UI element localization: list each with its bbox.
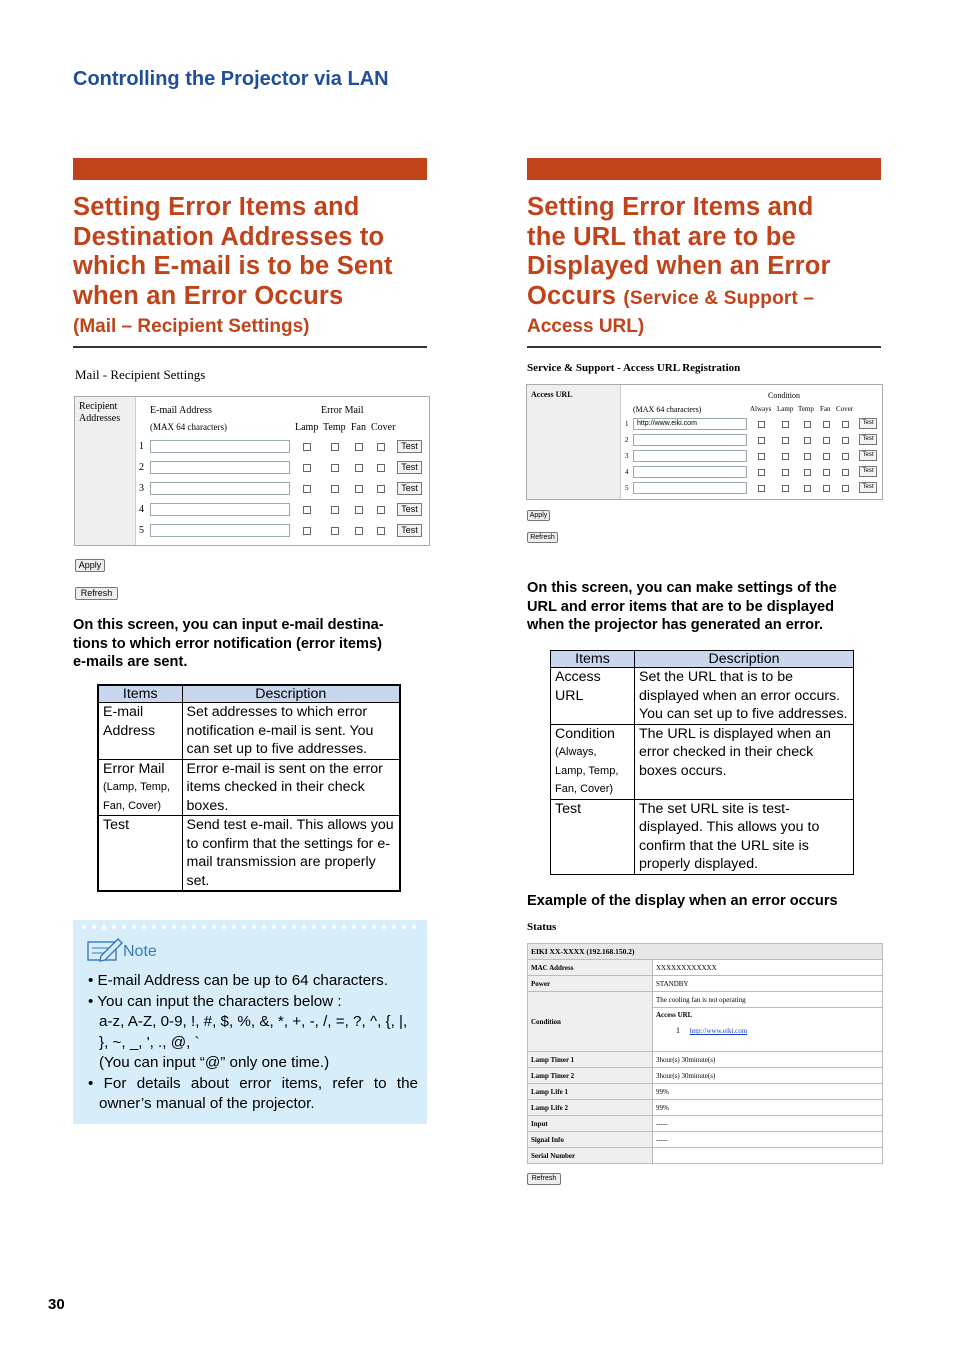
row-number: 4 (139, 504, 144, 515)
left-heading (73, 193, 433, 311)
temp-checkbox[interactable] (804, 421, 811, 428)
table-row (528, 960, 883, 976)
status-value: The cooling fan is not operating (653, 992, 883, 1008)
description-header: Description (182, 685, 400, 703)
table-row (528, 1148, 883, 1164)
apply-button[interactable]: Apply (527, 510, 550, 521)
description-cell: The URL is displayed when an error checked in their check boxes occurs. (635, 724, 854, 799)
lamp-checkbox[interactable] (782, 437, 789, 444)
table-row (98, 703, 400, 760)
row-number: 3 (139, 483, 144, 494)
note-title: Note (123, 943, 157, 960)
left-intro-text (73, 616, 429, 672)
note-item: (You can input “@” only one time.) (99, 1054, 330, 1071)
row-number: 1 (139, 441, 144, 452)
status-table (527, 943, 883, 1164)
fan-checkbox[interactable] (823, 485, 830, 492)
temp-checkbox[interactable] (804, 485, 811, 492)
status-value: ----- (653, 1116, 883, 1132)
lamp-checkbox[interactable] (303, 464, 311, 472)
email-input[interactable] (150, 461, 290, 474)
email-input[interactable] (150, 503, 290, 516)
access-url-panel (526, 384, 883, 500)
status-key: Lamp Timer 1 (528, 1052, 653, 1068)
cover-checkbox[interactable] (377, 506, 385, 514)
temp-col: Temp (798, 405, 814, 413)
item-cell (98, 703, 182, 760)
status-value: XXXXXXXXXXXX (653, 960, 883, 976)
status-value: 3hour(s) 30minute(s) (653, 1052, 883, 1068)
note-item: • For details about error items, refer to the owner’s manual of the projector. (88, 1074, 418, 1112)
table-row (528, 1100, 883, 1116)
access-url-label: Access URL (656, 1011, 693, 1019)
access-url-index: 1 (676, 1026, 680, 1035)
note-dotted-border (79, 924, 421, 930)
lamp-checkbox[interactable] (782, 453, 789, 460)
table-row (528, 1084, 883, 1100)
row-number: 2 (139, 462, 144, 473)
max-chars-note: (MAX 64 characters) (633, 405, 702, 414)
table-row (98, 816, 400, 892)
lamp-col: Lamp (777, 405, 794, 413)
access-url-label: Access URL (527, 385, 621, 499)
item-name: Test (555, 800, 582, 817)
test-button[interactable]: Test (859, 466, 877, 477)
temp-checkbox[interactable] (331, 443, 339, 451)
items-header: Items (98, 685, 182, 703)
always-checkbox[interactable] (758, 453, 765, 460)
table-row (528, 1116, 883, 1132)
right-description-table (550, 650, 854, 875)
test-button[interactable]: Test (397, 440, 422, 453)
note-item: a-z, A-Z, 0-9, !, #, $, %, &, *, +, -, /, =, ?, ^, {, |, }, ~, _, ', ., @, ` (99, 1013, 408, 1051)
always-checkbox[interactable] (758, 485, 765, 492)
cover-checkbox[interactable] (842, 485, 849, 492)
test-button[interactable]: Test (397, 503, 422, 516)
temp-checkbox[interactable] (331, 464, 339, 472)
description-cell: Set the URL that is to be displayed when an error occurs. You can set up to five addresses. (635, 668, 854, 725)
status-caption: Status (527, 921, 557, 933)
access-url-link[interactable]: http://www.eiki.com (689, 1027, 748, 1035)
status-key: MAC Address (528, 960, 653, 976)
cover-checkbox[interactable] (842, 437, 849, 444)
table-row (528, 992, 883, 1008)
test-button[interactable]: Test (859, 418, 877, 429)
fan-checkbox[interactable] (823, 453, 830, 460)
table-row (528, 1068, 883, 1084)
fan-checkbox[interactable] (823, 421, 830, 428)
item-cell (98, 759, 182, 816)
refresh-button[interactable]: Refresh (527, 532, 558, 543)
table-row (528, 1052, 883, 1068)
item-name: Condition (555, 725, 615, 742)
description-cell: Error e-mail is sent on the error items checked in their check boxes. (182, 759, 400, 816)
status-value: ----- (653, 1132, 883, 1148)
left-heading-line: when an Error Occurs (73, 281, 344, 310)
intro-line: tions to which error notification (error items) (73, 635, 382, 652)
status-device-row (528, 944, 883, 960)
email-input[interactable] (150, 440, 290, 453)
right-heading-line: Setting Error Items and (527, 193, 814, 221)
status-key: Power (528, 976, 653, 992)
right-heading-line (527, 282, 907, 314)
fan-checkbox[interactable] (355, 506, 363, 514)
test-button[interactable]: Test (397, 524, 422, 537)
example-title: Example of the display when an error occurs (527, 893, 838, 909)
item-detail: (Lamp, Temp, Fan, Cover) (103, 781, 171, 812)
fan-col: Fan (351, 422, 366, 433)
error-mail-col-header: Error Mail (321, 405, 364, 416)
table-row (528, 976, 883, 992)
table-row (551, 724, 854, 799)
status-key: Signal Info (528, 1132, 653, 1148)
left-description-table (97, 684, 401, 892)
url-input[interactable] (633, 450, 747, 462)
temp-checkbox[interactable] (804, 437, 811, 444)
cover-checkbox[interactable] (377, 443, 385, 451)
email-col-header: E-mail Address (150, 405, 212, 416)
cover-col: Cover (836, 405, 854, 413)
temp-checkbox[interactable] (804, 469, 811, 476)
status-value: 99% (653, 1100, 883, 1116)
url-input[interactable] (633, 434, 747, 446)
left-heading-line: Setting Error Items and (73, 193, 360, 221)
item-cell (551, 724, 635, 799)
item-cell (98, 816, 182, 892)
lamp-checkbox[interactable] (782, 421, 789, 428)
cover-checkbox[interactable] (842, 469, 849, 476)
test-button[interactable]: Test (859, 434, 877, 445)
url-input[interactable] (633, 482, 747, 494)
right-intro-text (527, 579, 887, 635)
status-value: 3hour(s) 30minute(s) (653, 1068, 883, 1084)
item-name: Test (103, 817, 130, 833)
intro-line: e-mails are sent. (73, 654, 188, 670)
right-heading-line: Displayed when an Error (527, 252, 831, 280)
status-key: Lamp Life 2 (528, 1100, 653, 1116)
lamp-checkbox[interactable] (303, 485, 311, 493)
left-subheading: (Mail – Recipient Settings) (73, 316, 310, 337)
lamp-checkbox[interactable] (782, 485, 789, 492)
note-item: • E-mail Address can be up to 64 characters. (88, 972, 388, 989)
fan-checkbox[interactable] (355, 464, 363, 472)
table-row (551, 799, 854, 874)
intro-line: URL and error items that are to be displayed (527, 598, 835, 615)
description-cell: Send test e-mail. This allows you to confirm that the settings for e-mail transmission are properly set. (182, 816, 400, 892)
recipient-addresses-label: Recipient Addresses (75, 397, 136, 545)
always-checkbox[interactable] (758, 421, 765, 428)
url-input[interactable]: http://www.eiki.com (633, 418, 747, 430)
fan-checkbox[interactable] (355, 443, 363, 451)
item-detail: (Always, Lamp, Temp, Fan, Cover) (555, 746, 619, 795)
section-bar-right (527, 158, 881, 180)
test-button[interactable]: Test (397, 461, 422, 474)
lamp-checkbox[interactable] (303, 506, 311, 514)
note-item: • You can input the characters below : (88, 992, 342, 1010)
row-number: 1 (625, 420, 629, 428)
always-checkbox[interactable] (758, 437, 765, 444)
fan-checkbox[interactable] (355, 485, 363, 493)
left-heading-line: which E-mail is to be Sent (73, 252, 393, 280)
table-row (528, 1132, 883, 1148)
right-heading-line: the URL that are to be (527, 222, 796, 251)
right-subheading-b: Access URL) (527, 316, 645, 337)
always-col: Always (750, 405, 772, 413)
lamp-col: Lamp (295, 422, 319, 433)
description-cell: The set URL site is test-displayed. This allows you to confirm that the URL site is properly displayed. (635, 799, 854, 874)
cover-checkbox[interactable] (377, 485, 385, 493)
refresh-button[interactable]: Refresh (75, 587, 118, 600)
pencil-icon (87, 936, 123, 962)
cover-checkbox[interactable] (842, 421, 849, 428)
right-heading-rule (527, 346, 881, 348)
page-number: 30 (48, 1296, 65, 1313)
fan-checkbox[interactable] (355, 527, 363, 535)
items-header: Items (551, 651, 635, 668)
temp-checkbox[interactable] (331, 485, 339, 493)
note-box (73, 920, 427, 1124)
heading-occurs: Occurs (527, 281, 617, 310)
lamp-checkbox[interactable] (303, 527, 311, 535)
lamp-checkbox[interactable] (303, 443, 311, 451)
left-heading-rule (73, 346, 427, 348)
email-input[interactable] (150, 482, 290, 495)
status-key: Lamp Timer 2 (528, 1068, 653, 1084)
temp-checkbox[interactable] (804, 453, 811, 460)
intro-line: when the projector has generated an error. (527, 617, 824, 633)
status-value (653, 1148, 883, 1164)
table-row (98, 759, 400, 816)
fan-checkbox[interactable] (823, 437, 830, 444)
item-name: Error Mail (103, 760, 165, 777)
temp-checkbox[interactable] (331, 527, 339, 535)
test-button[interactable]: Test (859, 482, 877, 493)
status-refresh-button[interactable]: Refresh (527, 1173, 561, 1185)
note-list (88, 971, 418, 1115)
item-cell (551, 799, 635, 874)
url-input[interactable] (633, 466, 747, 478)
intro-line: On this screen, you can make settings of the (527, 580, 837, 596)
access-url-entry (656, 1026, 879, 1035)
lamp-checkbox[interactable] (782, 469, 789, 476)
left-screenshot-caption: Mail - Recipient Settings (75, 367, 206, 382)
right-heading (527, 193, 907, 313)
temp-checkbox[interactable] (331, 506, 339, 514)
status-key: Serial Number (528, 1148, 653, 1164)
cover-checkbox[interactable] (377, 527, 385, 535)
row-number: 2 (625, 436, 629, 444)
device-name: EIKI XX-XXXX (192.168.150.2) (528, 944, 883, 960)
item-name: E-mail Address (103, 704, 156, 739)
description-cell: Set addresses to which error notification e-mail is sent. You can set up to five addresses. (182, 703, 400, 760)
right-subheading-a: (Service & Support – (623, 287, 815, 309)
page-header-title: Controlling the Projector via LAN (73, 68, 389, 90)
cover-checkbox[interactable] (377, 464, 385, 472)
mail-recipient-panel (74, 396, 430, 546)
left-heading-line: Destination Addresses to (73, 222, 385, 251)
item-cell (551, 668, 635, 725)
email-col-note: (MAX 64 characters) (150, 422, 227, 432)
temp-col: Temp (323, 422, 346, 433)
table-row (551, 668, 854, 725)
fan-col: Fan (820, 405, 831, 413)
condition-col-header: Condition (768, 391, 801, 400)
test-button[interactable]: Test (397, 482, 422, 495)
row-number: 5 (139, 525, 144, 536)
cover-checkbox[interactable] (842, 453, 849, 460)
fan-checkbox[interactable] (823, 469, 830, 476)
item-name: Access URL (555, 669, 601, 704)
always-checkbox[interactable] (758, 469, 765, 476)
status-key: Input (528, 1116, 653, 1132)
status-key: Condition (528, 992, 653, 1052)
test-button[interactable]: Test (859, 450, 877, 461)
right-screenshot-caption: Service & Support - Access URL Registration (527, 362, 741, 374)
row-number: 5 (625, 484, 629, 492)
cover-col: Cover (371, 422, 396, 433)
status-key: Lamp Life 1 (528, 1084, 653, 1100)
row-number: 3 (625, 452, 629, 460)
access-url-cell (653, 1008, 883, 1052)
description-header: Description (635, 651, 854, 668)
row-number: 4 (625, 468, 629, 476)
status-value: 99% (653, 1084, 883, 1100)
section-bar-left (73, 158, 427, 180)
intro-line: On this screen, you can input e-mail destina- (73, 617, 384, 633)
status-value: STANDBY (653, 976, 883, 992)
email-input[interactable] (150, 524, 290, 537)
apply-button[interactable]: Apply (75, 559, 105, 572)
